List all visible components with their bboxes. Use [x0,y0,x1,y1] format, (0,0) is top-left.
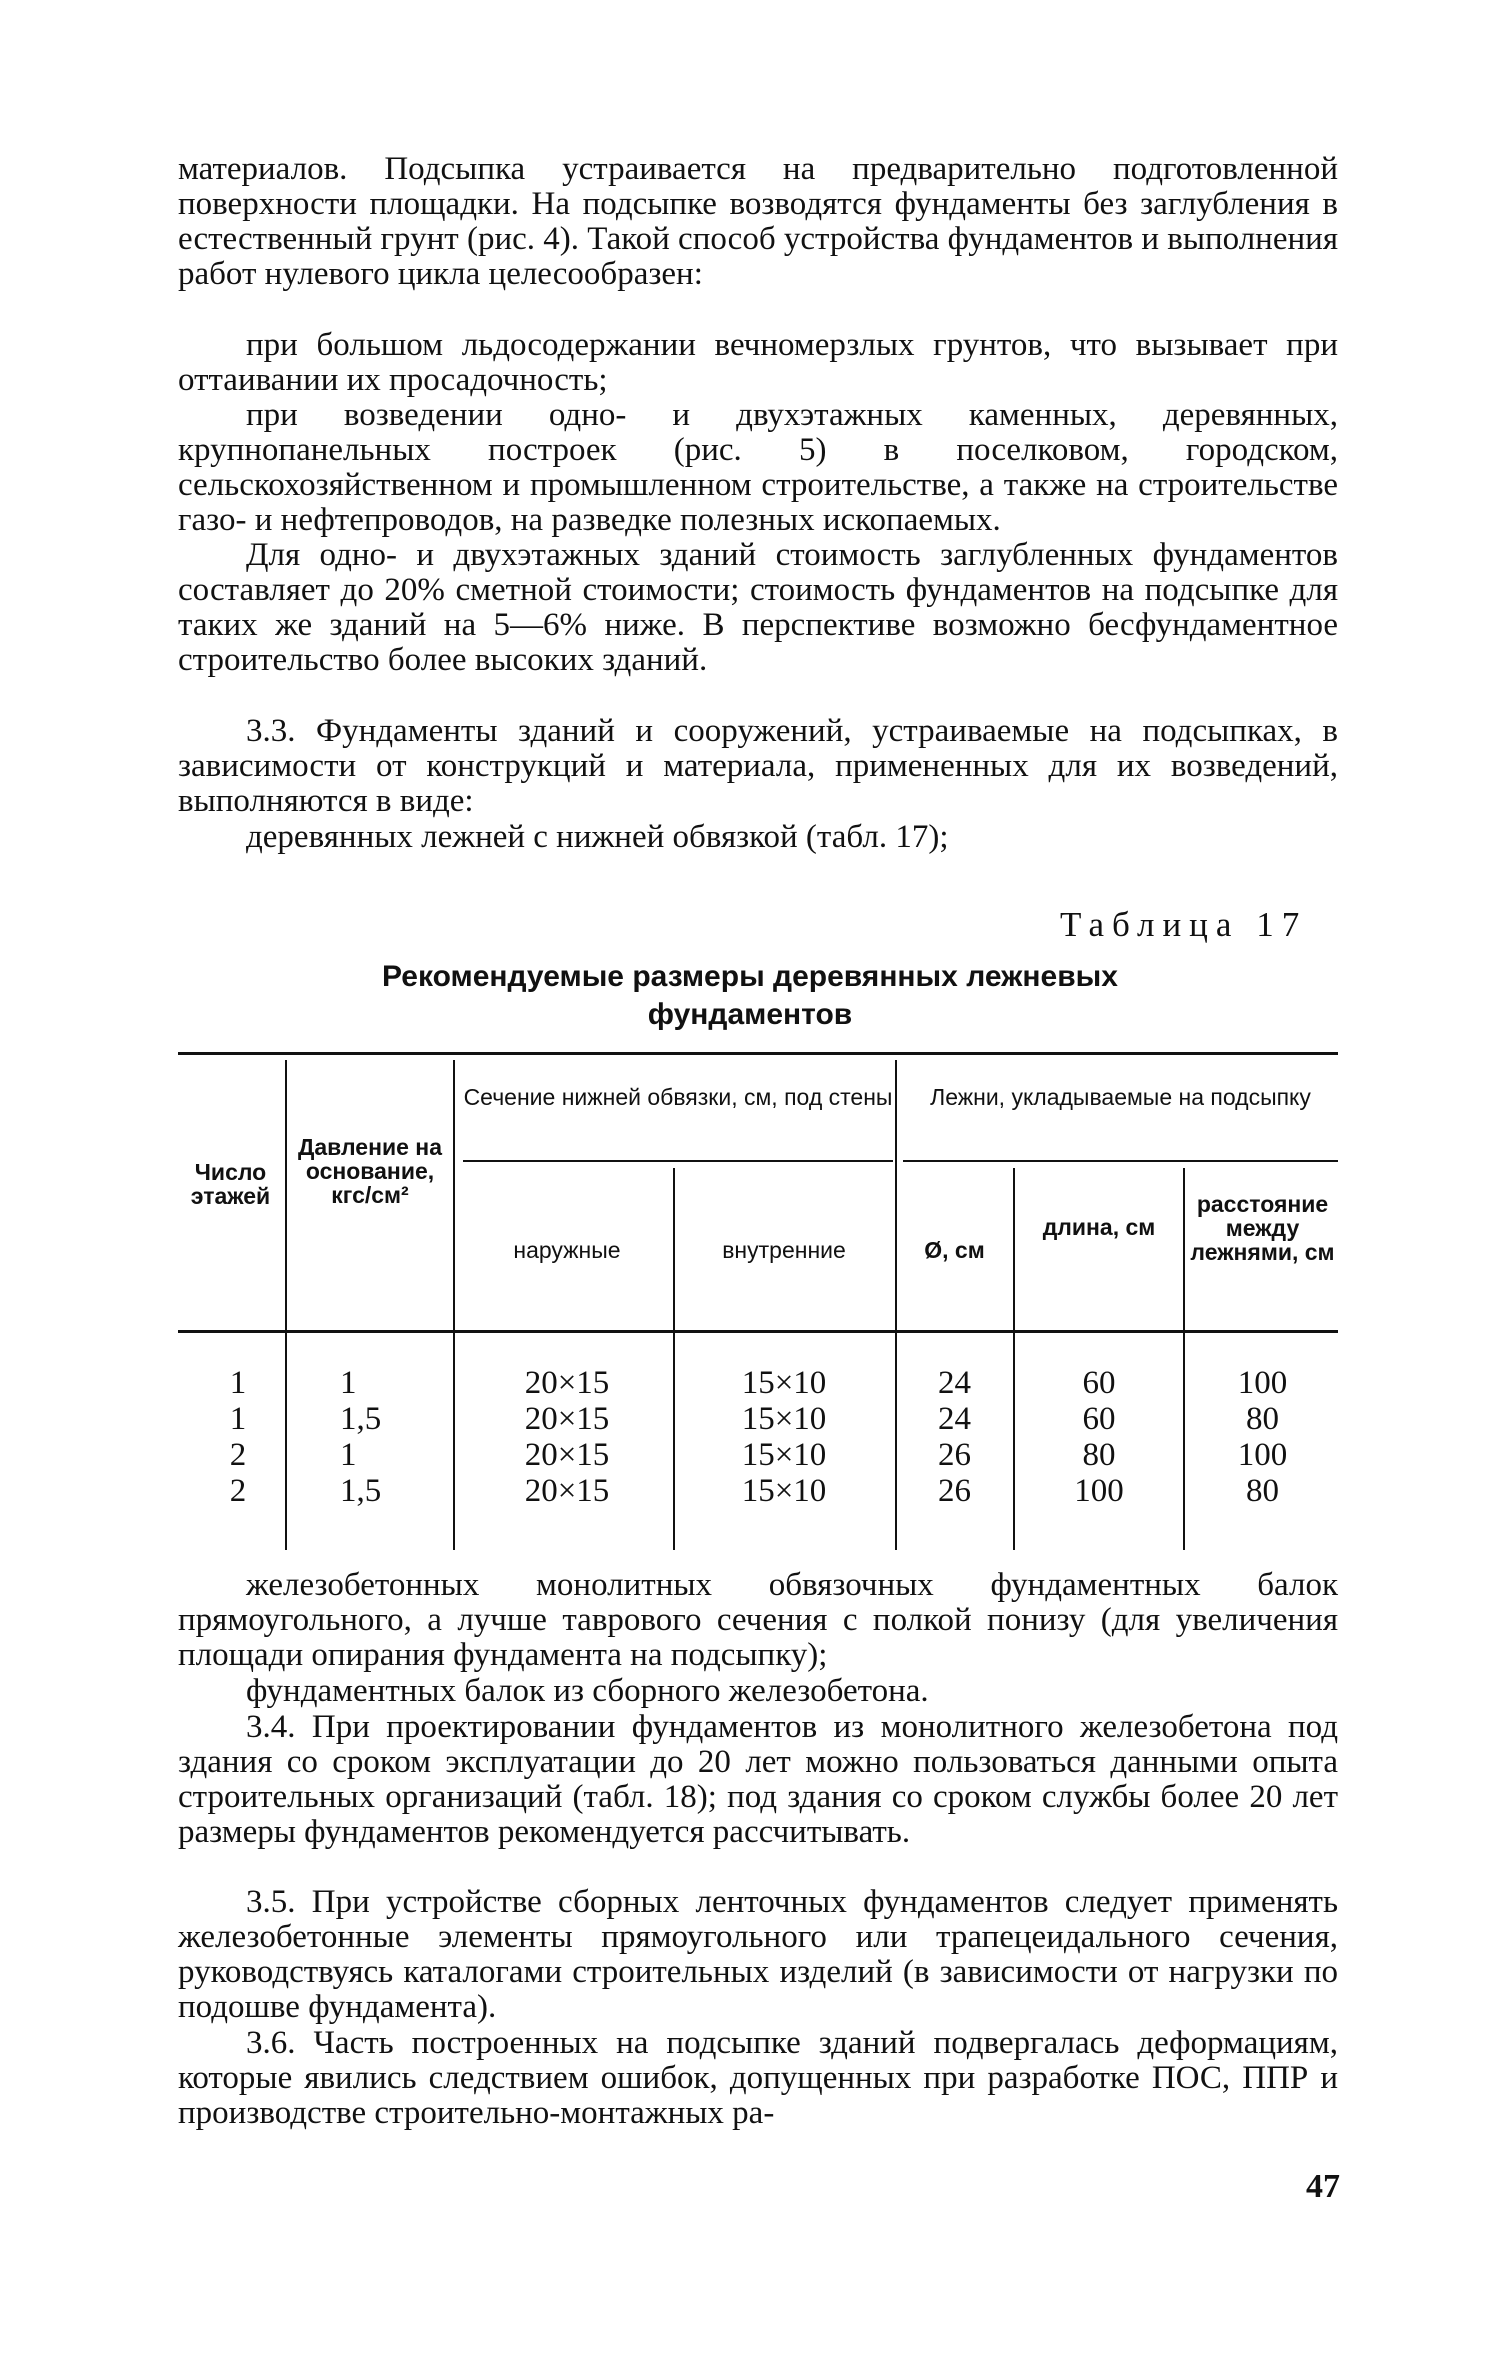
cell-outer: 20×15 [524,1437,610,1473]
col-divider-5 [1013,1168,1015,1550]
cell-pressure: 1 [340,1437,357,1473]
cell-outer: 20×15 [524,1401,610,1437]
paragraph-construction-types: при возведении одно- и двухэтажных каменных, деревянных, крупнопанельных построек (рис. 5) в поселковом, городском, сельскохозяйственном и промышленном строительстве, а также на строительстве газо- и нефтепроводов, на разведке полезных ископаемых. [178,397,1338,538]
cell-pressure: 1,5 [340,1401,382,1437]
cell-diameter: 26 [938,1473,971,1509]
header-logs-group: Лежни, укладываемые на подсыпку [930,1084,1311,1110]
header-distance: расстояние между лежнями, см [1190,1191,1335,1265]
cell-distance: 80 [1246,1401,1279,1437]
paragraph-cost: Для одно- и двухэтажных зданий стоимость заглубленных фундаментов составляет до 20% сметной стоимости; стоимость фундаментов на подсыпке для таких же зданий на 5—6% ниже. В перспективе возможно бесфундаментное строительство более высоких зданий. [178,537,1338,678]
cell-length: 100 [1074,1473,1124,1509]
table-label: Таблица 17 [1060,905,1308,944]
cell-diameter: 24 [938,1365,971,1401]
page-number: 47 [1306,2168,1340,2205]
paragraph-3-5: 3.5. При устройстве сборных ленточных фундаментов следует применять железобетонные элементы прямоугольного или трапецеидального сечения, руководствуясь каталогами строительных изделий (в зависимости от нагрузки по подошве фундамента). [178,1884,1338,2025]
cell-floors: 2 [229,1437,247,1473]
section-group-rule [463,1160,893,1162]
cell-floors: 2 [229,1473,247,1509]
cell-pressure: 1,5 [340,1473,382,1509]
cell-length: 80 [1082,1437,1116,1473]
cell-inner: 15×10 [741,1365,827,1401]
cell-distance: 80 [1246,1473,1279,1509]
paragraph-wooden-beams: деревянных лежней с нижней обвязкой (табл. 17); [246,819,949,855]
paragraph-3-4: 3.4. При проектировании фундаментов из монолитного железобетона под здания со сроком эксплуатации до 20 лет можно пользоваться данными опыта строительных организаций (табл. 18); под здания со сроком службы более 20 лет размеры фундаментов рекомендуется рассчитывать. [178,1709,1338,1850]
col-divider-3 [673,1168,675,1550]
paragraph-precast-beams: фундаментных балок из сборного железобетона. [246,1673,929,1709]
paragraph-beams: железобетонных монолитных обвязочных фундаментных балок прямоугольного, а лучше таврового сечения с полкой понизу (для увеличения площади опирания фундамента на подсыпку); [178,1567,1338,1673]
cell-length: 60 [1082,1401,1116,1437]
header-length: длина, см [1042,1214,1156,1240]
col-divider-1 [285,1060,287,1550]
table-top-rule [178,1052,1338,1055]
col-divider-2 [453,1060,455,1550]
paragraph-3-6: 3.6. Часть построенных на подсыпке зданий подвергалась деформациям, которые явились следствием ошибок, допущенных при разработке ПОС, ППР и производстве строительно-монтажных ра- [178,2025,1338,2131]
cell-inner: 15×10 [741,1401,827,1437]
cell-floors: 1 [229,1401,247,1437]
col-divider-6 [1183,1168,1185,1550]
header-diameter: Ø, см [924,1237,985,1263]
header-inner: внутренние [722,1237,846,1263]
paragraph-ice-content: при большом льдосодержании вечномерзлых грунтов, что вызывает при оттаивании их просадочность; [178,327,1338,398]
cell-outer: 20×15 [524,1365,610,1401]
header-floors: Число этажей [190,1159,271,1209]
header-pressure: Давление на основание, кгс/см² [297,1134,442,1208]
logs-group-rule [903,1160,1338,1162]
cell-outer: 20×15 [524,1473,610,1509]
paragraph-3-3: 3.3. Фундаменты зданий и сооружений, устраиваемые на подсыпках, в зависимости от конструкций и материала, примененных для их возведений, выполняются в виде: [178,713,1338,819]
cell-pressure: 1 [340,1365,357,1401]
table-title: Рекомендуемые размеры деревянных лежневых фундаментов [382,960,1118,1031]
col-divider-4 [895,1060,897,1550]
cell-inner: 15×10 [741,1473,827,1509]
cell-floors: 1 [229,1365,247,1401]
header-section-group: Сечение нижней обвязки, см, под стены [463,1084,893,1110]
cell-inner: 15×10 [741,1437,827,1473]
header-outer: наружные [513,1237,621,1263]
cell-diameter: 26 [938,1437,971,1473]
paragraph-intro: материалов. Подсыпка устраивается на предварительно подготовленной поверхности площадки. На подсыпке возводятся фундаменты без заглубления в естественный грунт (рис. 4). Такой способ устройства фундаментов и выполнения работ нулевого цикла целесообразен: [178,151,1338,292]
cell-diameter: 24 [938,1401,971,1437]
table-header-rule [178,1330,1338,1333]
cell-length: 60 [1082,1365,1116,1401]
cell-distance: 100 [1237,1437,1288,1473]
cell-distance: 100 [1237,1365,1288,1401]
